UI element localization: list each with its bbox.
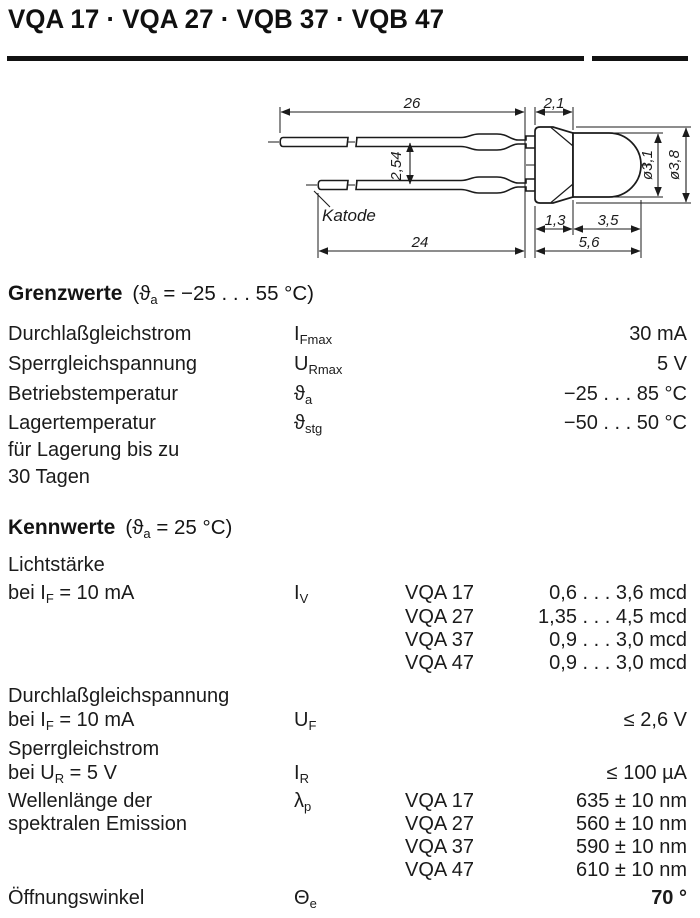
dim-label-1-3: 1,3 [544, 212, 566, 229]
led-body [535, 127, 641, 203]
viewing-angle-symbol: $\Theta_e$ [294, 887, 317, 911]
led-dome [573, 133, 641, 197]
kennwerte-heading [8, 515, 232, 541]
reverse-current-label: Sperrgleichstrom [8, 738, 160, 760]
limit-reverse-voltage-value: 5 V [656, 353, 687, 375]
luminous-intensity-symbol: $I_V$ [294, 582, 309, 606]
katode-label: Katode [322, 206, 376, 225]
variant-value: 635 ± 10 nm [575, 790, 687, 812]
variant-name: VQA 17 [405, 582, 474, 604]
anode-lead-tip-segment [280, 138, 348, 147]
operating-temperature-value: −25 . . . 85 °C [563, 383, 687, 405]
viewing-angle-label: Öffnungswinkel [8, 887, 145, 909]
dim-label-26: 26 [403, 95, 421, 112]
page-title: VQA 17 · VQA 27 · VQB 37 · VQB 47 [8, 4, 444, 34]
forward-voltage-value: ≤ 2,6 V [623, 709, 687, 731]
variant-value: 1,35 . . . 4,5 mcd [538, 606, 687, 628]
dim-label-5-6: 5,6 [578, 234, 600, 251]
operating-temperature-label: Betriebstemperatur [8, 383, 179, 405]
reverse-current-value: ≤ 100 µA [606, 762, 687, 784]
grenzwerte-heading [8, 281, 314, 307]
dim-label-dia-3-8: ø3,8 [666, 149, 683, 181]
variant-name: VQA 37 [405, 629, 474, 651]
variant-name: VQA 17 [405, 790, 474, 812]
luminous-intensity-condition: bei $I_F = 10$ mA [8, 582, 135, 606]
dim-label-dia-3-1: ø3,1 [639, 149, 656, 181]
limit-reverse-voltage-label: Sperrgleichspannung [8, 353, 198, 375]
cathode-lead-body-segment [356, 177, 538, 193]
grenzwerte-heading-word: Grenzwerte [8, 282, 123, 305]
wavelength-label: Wellenlänge der [8, 790, 153, 812]
viewing-angle-value: 70 ° [651, 887, 687, 909]
variant-value: 560 ± 10 nm [575, 813, 687, 835]
grenzwerte-condition: ($ϑ_a = -25$ . . . 55 °C) [132, 282, 314, 307]
wavelength-symbol: $\lambda_p$ [294, 790, 312, 814]
luminous-intensity-label: Lichtstärke [8, 554, 105, 576]
storage-temperature-symbol: $ϑ_{stg}$ [294, 412, 323, 436]
reverse-current-condition: bei $U_R = 5$ V [8, 762, 117, 786]
storage-temperature-label-line2: für Lagerung bis zu [8, 439, 180, 461]
limit-reverse-voltage-symbol: $U_{Rmax}$ [294, 353, 343, 377]
katode-leader-line [314, 191, 330, 207]
variant-value: 610 ± 10 nm [575, 859, 687, 881]
kennwerte-condition: ($ϑ_a = 25$ °C) [125, 516, 233, 541]
kennwerte-heading-word: Kennwerte [8, 516, 116, 539]
anode-lead-body-segment [356, 134, 538, 150]
wavelength-label-line2: spektralen Emission [8, 813, 187, 835]
variant-value: 0,6 . . . 3,6 mcd [549, 582, 687, 604]
limit-forward-current-value: 30 mA [629, 323, 687, 345]
variant-name: VQA 47 [405, 652, 474, 674]
dim-label-24: 24 [411, 234, 429, 251]
storage-temperature-value: −50 . . . 50 °C [563, 412, 687, 434]
variant-value: 0,9 . . . 3,0 mcd [549, 629, 687, 651]
variant-value: 0,9 . . . 3,0 mcd [549, 652, 687, 674]
led-leads [280, 134, 538, 193]
variant-name: VQA 37 [405, 836, 474, 858]
title-rule [7, 56, 584, 61]
dim-label-2-1: 2,1 [543, 95, 565, 112]
variant-name: VQA 47 [405, 859, 474, 881]
limit-forward-current-symbol: $I_{Fmax}$ [294, 323, 333, 347]
dim-label-2-54: 2,54 [388, 151, 405, 181]
forward-voltage-label: Durchlaßgleichspannung [8, 685, 230, 707]
forward-voltage-symbol: $U_F$ [294, 709, 317, 733]
variant-value: 590 ± 10 nm [575, 836, 687, 858]
led-dimension-drawing [262, 82, 698, 268]
title-rule-segment [592, 56, 688, 61]
variant-name: VQA 27 [405, 606, 474, 628]
cathode-lead-tip-segment [318, 181, 348, 190]
variant-name: VQA 27 [405, 813, 474, 835]
operating-temperature-symbol: $ϑ_a$ [294, 383, 313, 407]
forward-voltage-condition: bei $I_F = 10$ mA [8, 709, 135, 733]
storage-temperature-label: Lagertemperatur [8, 412, 156, 434]
reverse-current-symbol: $I_R$ [294, 762, 309, 786]
limit-forward-current-label: Durchlaßgleichstrom [8, 323, 192, 345]
dim-label-3-5: 3,5 [597, 212, 619, 229]
led-flange [535, 127, 573, 203]
storage-temperature-label-line3: 30 Tagen [8, 466, 90, 488]
